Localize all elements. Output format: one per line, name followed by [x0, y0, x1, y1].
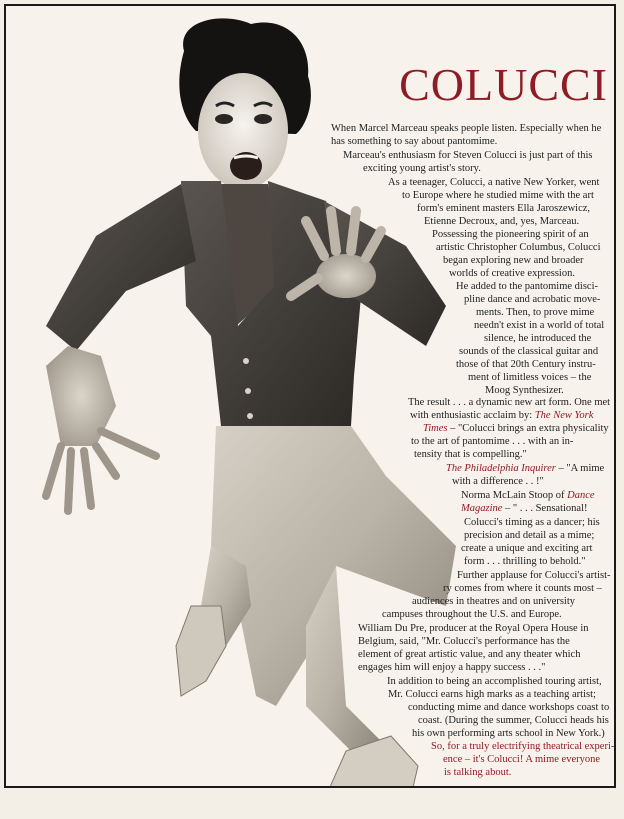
body-line: audiences in theatres and on university [412, 596, 575, 607]
body-line: his own performing arts school in New York.) [412, 728, 605, 739]
body-line: sounds of the classical guitar and [459, 346, 599, 357]
body-line: Belgium, said, "Mr. Colucci's performance has the [358, 636, 570, 647]
body-line: with a difference . . !" [452, 476, 544, 487]
body-line-accent: is talking about. [444, 767, 512, 778]
body-line: to Europe where he studied mime with the art [402, 190, 594, 201]
body-line: The result . . . a dynamic new art form. One met [408, 397, 611, 408]
body-line: exciting young artist's story. [363, 163, 481, 174]
body-line [410, 409, 593, 422]
body-line: those of that 20th Century instru- [456, 359, 596, 370]
body-line: Etienne Decroux, and, yes, Marceau. [424, 216, 580, 227]
body-line: Marceau's enthusiasm for Steven Colucci is just part of this [343, 150, 593, 161]
body-text: with enthusiastic acclaim by: [410, 410, 533, 421]
body-line: to the art of pantomime . . . with an in- [411, 436, 574, 447]
body-line: Moog Synthesizer. [485, 385, 564, 396]
body-line: tensity that is compelling." [414, 449, 527, 460]
body-text: – " . . . Sensational! [505, 503, 588, 514]
body-line-accent: ence – it's Colucci! A mime everyone [443, 754, 601, 765]
poster-frame [4, 4, 616, 788]
body-line-accent: So, for a truly electrifying theatrical experi- [431, 741, 615, 752]
body-line [423, 422, 609, 435]
body-line: has something to say about pantomime. [331, 136, 498, 147]
body-line: conducting mime and dance workshops coast to [408, 702, 610, 713]
body-line [461, 502, 588, 515]
body-line: coast. (During the summer, Colucci heads his [418, 715, 609, 726]
body-line: Further applause for Colucci's artist- [457, 570, 611, 581]
body-line: ment of limitless voices – the [468, 372, 592, 383]
body-line: Mr. Colucci earns high marks as a teaching artist; [388, 689, 596, 700]
body-line: needn't exist in a world of total [474, 320, 605, 331]
body-line [461, 489, 595, 502]
body-line: began exploring new and broader [443, 255, 584, 266]
body-line: As a teenager, Colucci, a native New Yorker, went [388, 177, 600, 188]
body-line: He added to the pantomime disci- [456, 281, 599, 292]
body-line: worlds of creative expression. [449, 268, 575, 279]
body-line: form's eminent masters Ella Jaroszewicz, [417, 203, 591, 214]
body-line: element of great artistic value, and any theater which [358, 649, 581, 660]
body-line: In addition to being an accomplished touring artist, [387, 676, 602, 687]
body-line: form . . . thrilling to behold." [464, 556, 586, 567]
publication-name: The Philadelphia Inquirer [446, 463, 556, 474]
body-line: silence, he introduced the [484, 333, 592, 344]
body-line: ry comes from where it counts most – [443, 583, 602, 594]
publication-name: Dance [567, 490, 595, 501]
body-line: ments. Then, to prove mime [476, 307, 595, 318]
body-line: artistic Christopher Columbus, Colucci [436, 242, 601, 253]
body-line: Possessing the pioneering spirit of an [432, 229, 589, 240]
body-line: Colucci's timing as a dancer; his [464, 517, 600, 528]
body-line: create a unique and exciting art [461, 543, 593, 554]
body-text: – "A mime [558, 463, 605, 474]
body-line: engages him will enjoy a happy success . . ." [358, 662, 546, 673]
publication-name: The New York [534, 410, 594, 421]
publication-name: Times [423, 423, 448, 434]
body-line [446, 462, 604, 475]
body-text: Norma McLain Stoop of [461, 490, 565, 501]
body-line: William Du Pre, producer at the Royal Opera House in [358, 623, 589, 634]
headline-title: COLUCCI [399, 59, 608, 110]
body-line: campuses throughout the U.S. and Europe. [382, 609, 562, 620]
body-line: precision and detail as a mime; [464, 530, 595, 541]
body-line: When Marcel Marceau speaks people listen. Especially when he [331, 123, 602, 134]
body-line: pline dance and acrobatic move- [464, 294, 601, 305]
body-text: – "Colucci brings an extra physicality [450, 423, 609, 434]
publication-name: Magazine [461, 503, 503, 514]
